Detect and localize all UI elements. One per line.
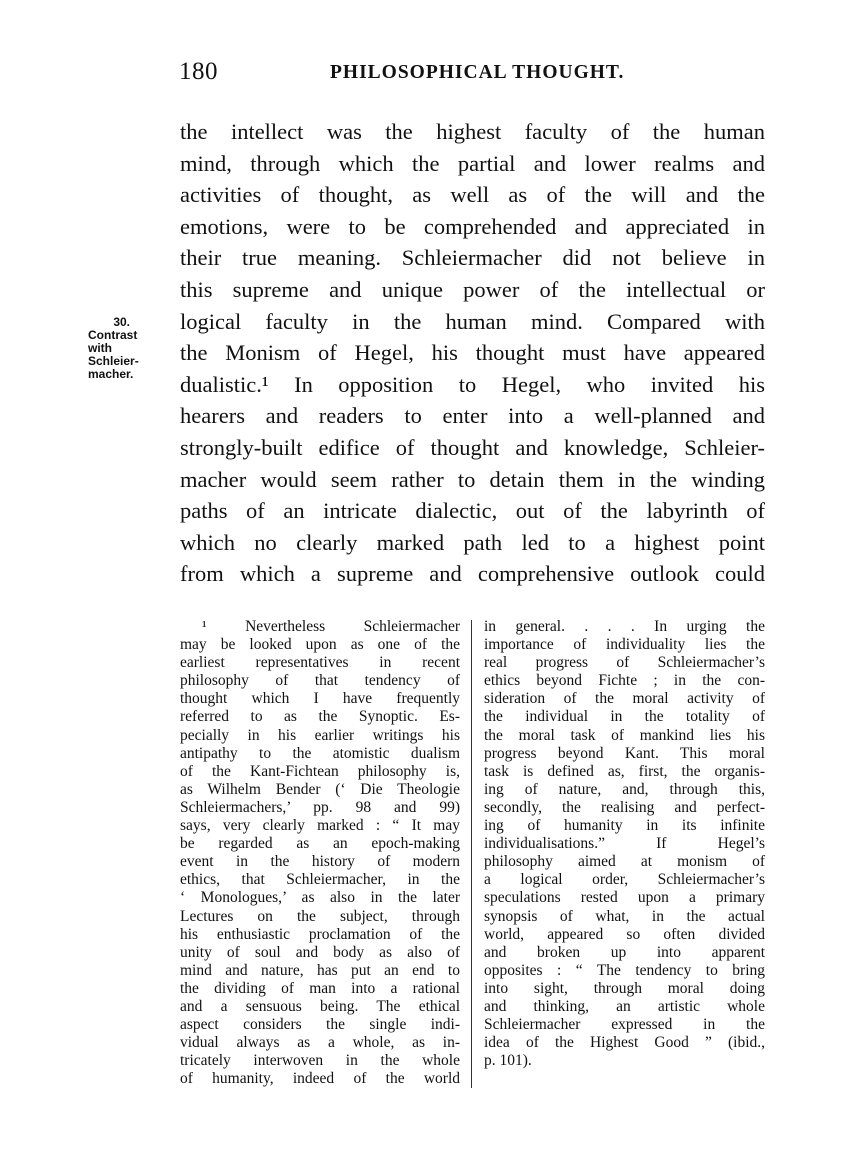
page-header (0, 58, 850, 94)
footnote-line: real progress of Schleiermacher’s (484, 654, 765, 672)
footnote-line: as Wilhelm Bender (‘ Die Theologie (180, 780, 460, 798)
footnote-line: Schleiermacher expressed in the (484, 1016, 765, 1034)
footnote-line: says, very clearly marked : “ It may (180, 817, 460, 835)
footnote-line: pecially in his earlier writings his (180, 726, 460, 744)
footnote-line: into sight, through moral doing (484, 979, 765, 997)
footnote-line: aspect considers the single indi- (180, 1016, 460, 1034)
margin-note-line: with (88, 341, 112, 355)
margin-note-line: Contrast (88, 328, 138, 342)
footnote-line: a logical order, Schleiermacher’s (484, 871, 765, 889)
running-head: PHILOSOPHICAL THOUGHT. (330, 62, 625, 83)
footnote-line: the individual in the totality of (484, 708, 765, 726)
body-line: this supreme and unique power of the intellectual or (180, 276, 765, 302)
margin-note-number: 30. (113, 315, 130, 329)
column-divider (471, 620, 472, 1088)
footnotes (180, 618, 766, 1088)
footnote-line: p. 101). (484, 1052, 532, 1070)
footnote-line: secondly, the realising and perfect- (484, 798, 765, 816)
footnote-line: the dividing of man into a rational (180, 979, 460, 997)
body-line: dualistic.¹ In opposition to Hegel, who invited his (180, 371, 765, 397)
footnote-line: thought which I have frequently (180, 690, 460, 708)
footnote-line: speculations rested upon a primary (484, 889, 765, 907)
body-line: strongly-built edifice of thought and knowledge, Schleier- (180, 434, 765, 460)
margin-note-line: macher. (88, 367, 134, 381)
body-line: the Monism of Hegel, his thought must have appeared (180, 340, 765, 366)
footnote-line: individualisations.” If Hegel’s (484, 835, 765, 853)
footnote-line: ing of nature, and, through this, (484, 780, 765, 798)
body-line: emotions, were to be comprehended and appreciated in (180, 213, 765, 239)
footnote-line: be regarded as an epoch-making (180, 835, 460, 853)
footnote-line: in general. . . . In urging the (484, 618, 765, 635)
footnote-line: of humanity, indeed of the world (180, 1070, 460, 1088)
footnote-line: vidual always as a whole, as in- (180, 1034, 460, 1052)
footnote-line: ethics beyond Fichte ; in the con- (484, 672, 765, 690)
footnote-line: and thinking, an artistic whole (484, 997, 765, 1015)
footnote-line: Lectures on the subject, through (180, 907, 460, 925)
footnote-line: mind and nature, has put an end to (180, 961, 460, 979)
body-line: which no clearly marked path led to a highest point (180, 529, 765, 555)
footnote-line: ing of humanity in its infinite (484, 817, 765, 835)
footnote-line: unity of soul and body as also of (180, 943, 460, 961)
footnote-line: his enthusiastic proclamation of the (180, 925, 460, 943)
footnote-line: ‘ Monologues,’ as also in the later (180, 889, 460, 907)
footnote-column-left (180, 618, 460, 1088)
footnote-line: philosophy aimed at monism of (484, 853, 765, 871)
footnote-line: ethics, that Schleiermacher, in the (180, 871, 460, 889)
footnote-line: sideration of the moral activity of (484, 690, 765, 708)
body-line: logical faculty in the human mind. Compared with (180, 308, 765, 334)
body-line: their true meaning. Schleiermacher did not believe in (180, 245, 765, 271)
footnote-line: task is defined as, first, the organis- (484, 762, 765, 780)
body-line: from which a supreme and comprehensive outlook could (180, 561, 765, 587)
footnote-line: world, appeared so often divided (484, 925, 765, 943)
body-line: the intellect was the highest faculty of the human (180, 119, 765, 144)
margin-note-line: Schleier- (88, 354, 139, 368)
footnote-line: progress beyond Kant. This moral (484, 744, 765, 762)
footnote-line: opposites : “ The tendency to bring (484, 961, 765, 979)
body-line: hearers and readers to enter into a well-planned and (180, 403, 765, 429)
footnote-line: of the Kant-Fichtean philosophy is, (180, 762, 460, 780)
footnote-column-right (484, 618, 765, 1070)
footnote-line: the moral task of mankind lies his (484, 726, 765, 744)
footnote-line: Schleiermachers,’ pp. 98 and 99) (180, 798, 460, 816)
footnote-line: and broken up into apparent (484, 943, 765, 961)
footnote-line: philosophy of that tendency of (180, 672, 460, 690)
footnote-line: ¹ Nevertheless Schleiermacher (202, 618, 460, 635)
footnote-line: synopsis of what, in the actual (484, 907, 765, 925)
body-line: macher would seem rather to detain them in the winding (180, 466, 765, 492)
footnote-line: antipathy to the atomistic dualism (180, 744, 460, 762)
body-text (180, 116, 765, 590)
footnote-line: and a sensuous being. The ethical (180, 997, 460, 1015)
body-line: paths of an intricate dialectic, out of the labyrinth of (180, 498, 765, 524)
footnote-line: idea of the Highest Good ” (ibid., (484, 1034, 765, 1052)
footnote-line: earliest representatives in recent (180, 654, 460, 672)
footnote-line: may be looked upon as one of the (180, 636, 460, 654)
margin-note (84, 316, 164, 381)
body-line: activities of thought, as well as of the will and the (180, 182, 765, 208)
footnote-line: importance of individuality lies the (484, 636, 765, 654)
footnote-line: event in the history of modern (180, 853, 460, 871)
footnote-line: referred to as the Synoptic. Es- (180, 708, 460, 726)
footnote-line: tricately interwoven in the whole (180, 1052, 460, 1070)
body-line: mind, through which the partial and lower realms and (180, 150, 765, 176)
page-number: 180 (179, 58, 218, 85)
